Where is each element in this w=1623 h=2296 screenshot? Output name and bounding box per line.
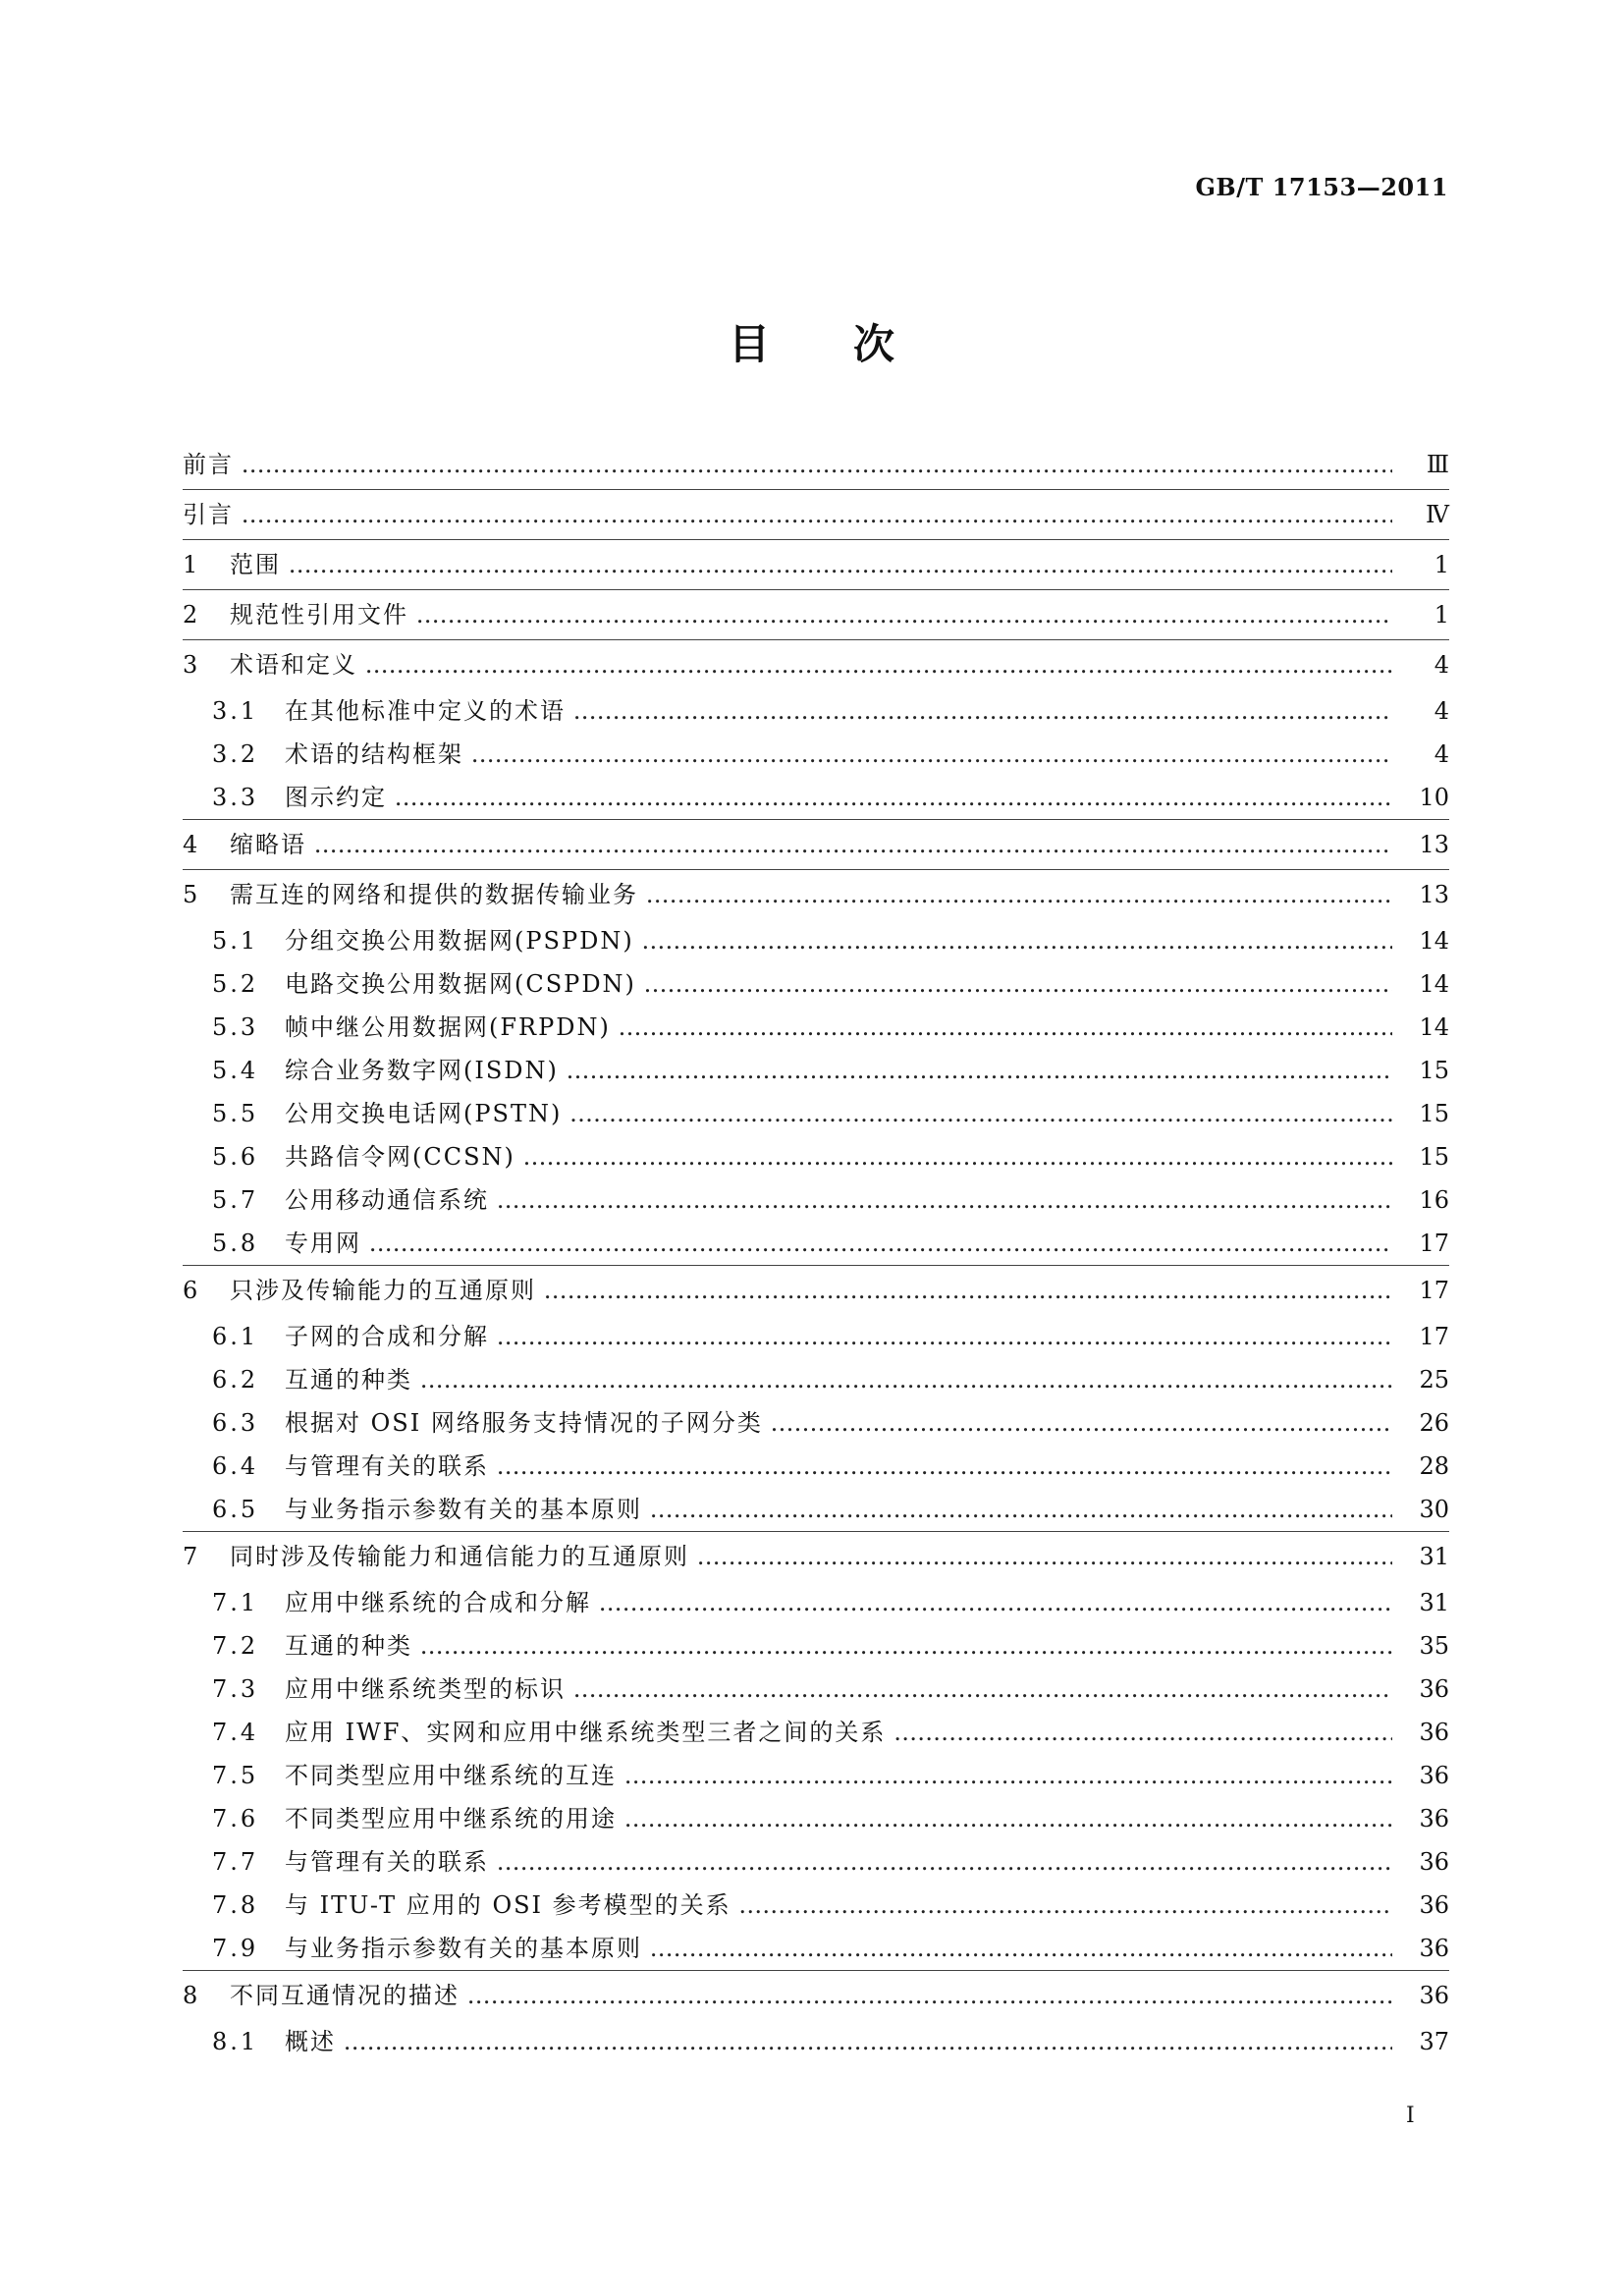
toc-entry-number: 8.1 [212,2028,259,2055]
toc-entry[interactable] [183,1178,1449,1222]
toc-entry-title: 术语的结构框架 ……………………………………………………………………………………………………………………………………………………………………………………………………………………………………………… [285,733,1392,776]
toc-entry[interactable] [183,1401,1449,1445]
toc-entry-page: 13 [1419,881,1449,908]
toc-entry-title: 规范性引用文件 ……………………………………………………………………………………………………………………………………………………………………………………………………………………………………………… [230,590,1392,639]
toc-entry-page: 36 [1419,1719,1449,1746]
toc-entry[interactable] [183,1884,1449,1927]
toc-entry-title: 与业务指示参数有关的基本原则 ……………………………………………………………………………………………………………………………………………………………………………………………………………………………………………… [285,1488,1392,1531]
toc-entry-title: 与 ITU-T 应用的 OSI 参考模型的关系 ……………………………………………………………………………………………………………………………………………………………………………………………………………………………………………… [285,1884,1392,1927]
toc-entry-number: 7.9 [212,1935,259,1962]
page-title: 目次 [728,320,978,368]
toc-entry-number: 6.2 [212,1366,259,1394]
toc-entry-page: 14 [1419,970,1449,998]
toc-entry-title: 应用中继系统的合成和分解 ……………………………………………………………………………………………………………………………………………………………………………………………………………………………………………… [285,1581,1392,1624]
toc-entry-page: 31 [1419,1589,1449,1616]
toc-entry-title: 缩略语 ……………………………………………………………………………………………………………………………………………………………………………………………………………………………………………… [230,820,1392,869]
toc-entry-page: 28 [1419,1452,1449,1480]
toc-entry-page: 4 [1434,697,1449,725]
toc-entry-title: 互通的种类 ……………………………………………………………………………………………………………………………………………………………………………………………………………………………………………… [285,1624,1392,1667]
toc-entry[interactable] [183,1006,1449,1049]
toc-entry-title: 公用移动通信系统 ……………………………………………………………………………………………………………………………………………………………………………………………………………………………………………… [285,1178,1392,1222]
toc-entry-page: 17 [1419,1277,1449,1304]
toc-entry-page: 36 [1419,1805,1449,1832]
toc-entry-title: 根据对 OSI 网络服务支持情况的子网分类 ……………………………………………………………………………………………………………………………………………………………………………………………………………………………………………… [285,1401,1392,1445]
toc-entry[interactable] [183,1315,1449,1358]
toc-entry-page: 36 [1419,1935,1449,1962]
toc-entry-number: 7.1 [212,1589,259,1616]
toc-entry-number: 3.1 [212,697,259,725]
toc-entry-number: 5.3 [212,1013,259,1041]
toc-entry-number: 3 [183,651,198,679]
toc-entry[interactable] [183,639,1449,689]
toc-entry-page: 10 [1419,784,1449,811]
toc-entry[interactable] [183,1840,1449,1884]
toc-entry-number: 1 [183,551,198,578]
page-folio: I [1406,2104,1415,2128]
toc-entry[interactable] [183,1531,1449,1581]
toc-entry-number: 8 [183,1982,198,2009]
toc-entry[interactable] [183,1358,1449,1401]
toc-entry[interactable] [183,489,1449,539]
toc-entry-page: 16 [1419,1186,1449,1214]
toc-entry-page: 31 [1419,1543,1449,1570]
toc-entry-page: 4 [1434,740,1449,768]
toc-entry-title: 在其他标准中定义的术语 ……………………………………………………………………………………………………………………………………………………………………………………………………………………………………………… [285,689,1392,733]
toc-entry-number: 7.7 [212,1848,259,1876]
toc-entry-page: 15 [1419,1143,1449,1171]
toc-entry-page: 1 [1434,551,1449,578]
table-of-contents [183,440,1449,2063]
toc-entry-title: 需互连的网络和提供的数据传输业务 ……………………………………………………………………………………………………………………………………………………………………………………………………………………………………………… [230,870,1392,919]
toc-entry-title: 与管理有关的联系 ……………………………………………………………………………………………………………………………………………………………………………………………………………………………………………… [285,1445,1392,1488]
toc-entry-title: 分组交换公用数据网(PSPDN) ……………………………………………………………………………………………………………………………………………………………………………………………………………………………………………… [285,919,1392,962]
toc-entry-title: 子网的合成和分解 ……………………………………………………………………………………………………………………………………………………………………………………………………………………………………………… [285,1315,1392,1358]
toc-entry-page: 15 [1419,1100,1449,1127]
toc-entry[interactable] [183,1092,1449,1135]
toc-entry[interactable] [183,776,1449,819]
toc-entry[interactable] [183,733,1449,776]
toc-entry-number: 7 [183,1543,198,1570]
toc-entry-title: 概述 ……………………………………………………………………………………………………………………………………………………………………………………………………………………………………………… [285,2020,1392,2063]
toc-entry-page: 26 [1419,1409,1449,1437]
toc-entry-number: 6.5 [212,1496,259,1523]
toc-entry-number: 5.5 [212,1100,259,1127]
toc-entry[interactable] [183,1797,1449,1840]
toc-entry-title: 共路信令网(CCSN) ……………………………………………………………………………………………………………………………………………………………………………………………………………………………………………… [285,1135,1392,1178]
toc-entry-number: 6.1 [212,1323,259,1350]
toc-entry[interactable] [183,919,1449,962]
toc-entry[interactable] [183,1135,1449,1178]
toc-entry-number: 6.3 [212,1409,259,1437]
toc-entry-title: 术语和定义 ……………………………………………………………………………………………………………………………………………………………………………………………………………………………………………… [230,640,1392,689]
toc-entry-page: 25 [1419,1366,1449,1394]
toc-entry[interactable] [183,1711,1449,1754]
toc-entry-number: 7.2 [212,1632,259,1660]
toc-entry-number: 5 [183,881,198,908]
toc-entry-number: 5.7 [212,1186,259,1214]
toc-entry[interactable] [183,2020,1449,2063]
toc-entry-number: 6.4 [212,1452,259,1480]
toc-entry[interactable] [183,1667,1449,1711]
toc-entry-page: 17 [1419,1230,1449,1257]
toc-entry-title: 不同互通情况的描述 ……………………………………………………………………………………………………………………………………………………………………………………………………………………………………………… [230,1971,1392,2020]
toc-entry[interactable] [183,539,1449,589]
toc-entry-page: Ⅲ [1426,451,1449,478]
toc-entry[interactable] [183,1049,1449,1092]
toc-entry-title: 专用网 ……………………………………………………………………………………………………………………………………………………………………………………………………………………………………………… [285,1222,1392,1265]
toc-entry[interactable] [183,589,1449,639]
toc-entry-number: 5.4 [212,1057,259,1084]
toc-entry-page: 4 [1434,651,1449,679]
toc-entry-number: 6 [183,1277,198,1304]
toc-entry[interactable] [183,819,1449,869]
toc-entry-page: 14 [1419,927,1449,955]
toc-entry-page: 15 [1419,1057,1449,1084]
toc-entry[interactable] [183,1222,1449,1265]
toc-entry-title: 应用中继系统类型的标识 ……………………………………………………………………………………………………………………………………………………………………………………………………………………………………………… [285,1667,1392,1711]
toc-entry-title: 综合业务数字网(ISDN) ……………………………………………………………………………………………………………………………………………………………………………………………………………………………………………… [285,1049,1392,1092]
toc-entry[interactable] [183,869,1449,919]
toc-entry-title: 前言 ……………………………………………………………………………………………………………………………………………………………………………………………………………………………………………… [183,440,1392,489]
toc-entry-number: 5.2 [212,970,259,998]
toc-entry[interactable] [183,1927,1449,1970]
toc-entry[interactable] [183,1445,1449,1488]
toc-entry-number: 5.8 [212,1230,259,1257]
toc-entry-title: 互通的种类 ……………………………………………………………………………………………………………………………………………………………………………………………………………………………………………… [285,1358,1392,1401]
toc-entry-page: Ⅳ [1426,501,1449,528]
toc-entry-number: 7.3 [212,1675,259,1703]
toc-entry-page: 14 [1419,1013,1449,1041]
toc-entry[interactable] [183,1265,1449,1315]
toc-entry-number: 3.3 [212,784,259,811]
toc-entry-title: 同时涉及传输能力和通信能力的互通原则 ……………………………………………………………………………………………………………………………………………………………………………………………………………………………………………… [230,1532,1392,1581]
toc-entry-page: 36 [1419,1675,1449,1703]
toc-entry-number: 7.8 [212,1891,259,1919]
toc-entry-number: 7.5 [212,1762,259,1789]
toc-entry-title: 与业务指示参数有关的基本原则 ……………………………………………………………………………………………………………………………………………………………………………………………………………………………………………… [285,1927,1392,1970]
toc-entry-number: 3.2 [212,740,259,768]
toc-entry-page: 35 [1419,1632,1449,1660]
toc-entry-number: 4 [183,831,198,858]
toc-entry[interactable] [183,1970,1449,2020]
toc-entry-title: 只涉及传输能力的互通原则 ……………………………………………………………………………………………………………………………………………………………………………………………………………………………………………… [230,1266,1392,1315]
toc-entry-title: 图示约定 ……………………………………………………………………………………………………………………………………………………………………………………………………………………………………………… [285,776,1392,819]
toc-entry-title: 帧中继公用数据网(FRPDN) ……………………………………………………………………………………………………………………………………………………………………………………………………………………………………………… [285,1006,1392,1049]
toc-entry[interactable] [183,1581,1449,1624]
toc-entry-title: 电路交换公用数据网(CSPDN) ……………………………………………………………………………………………………………………………………………………………………………………………………………………………………………… [285,962,1392,1006]
toc-entry-title: 引言 ……………………………………………………………………………………………………………………………………………………………………………………………………………………………………………… [183,490,1392,539]
standard-number: GB/T 17153—2011 [1195,173,1448,201]
toc-entry-page: 17 [1419,1323,1449,1350]
toc-entry[interactable] [183,962,1449,1006]
toc-entry-page: 13 [1419,831,1449,858]
toc-entry-title: 公用交换电话网(PSTN) ……………………………………………………………………………………………………………………………………………………………………………………………………………………………………………… [285,1092,1392,1135]
toc-entry-page: 36 [1419,1982,1449,2009]
toc-entry[interactable] [183,1488,1449,1531]
toc-entry-number: 7.4 [212,1719,259,1746]
toc-entry-title: 应用 IWF、实网和应用中继系统类型三者之间的关系 ……………………………………………………………………………………………………………………………………………………………………………………………………………………………………………… [285,1711,1392,1754]
toc-entry-title: 与管理有关的联系 ……………………………………………………………………………………………………………………………………………………………………………………………………………………………………………… [285,1840,1392,1884]
toc-entry[interactable] [183,440,1449,489]
toc-entry-page: 30 [1419,1496,1449,1523]
toc-entry-page: 37 [1419,2028,1449,2055]
toc-entry-title: 不同类型应用中继系统的互连 ……………………………………………………………………………………………………………………………………………………………………………………………………………………………………………… [285,1754,1392,1797]
toc-entry-page: 36 [1419,1762,1449,1789]
toc-entry-title: 范围 ……………………………………………………………………………………………………………………………………………………………………………………………………………………………………………… [230,540,1392,589]
toc-entry-number: 5.1 [212,927,259,955]
toc-entry-number: 2 [183,601,198,629]
toc-entry[interactable] [183,689,1449,733]
toc-entry-number: 7.6 [212,1805,259,1832]
toc-entry[interactable] [183,1624,1449,1667]
toc-entry-title: 不同类型应用中继系统的用途 ……………………………………………………………………………………………………………………………………………………………………………………………………………………………………………… [285,1797,1392,1840]
toc-entry-number: 5.6 [212,1143,259,1171]
toc-entry-page: 36 [1419,1848,1449,1876]
toc-entry[interactable] [183,1754,1449,1797]
toc-entry-page: 1 [1434,601,1449,629]
toc-entry-page: 36 [1419,1891,1449,1919]
